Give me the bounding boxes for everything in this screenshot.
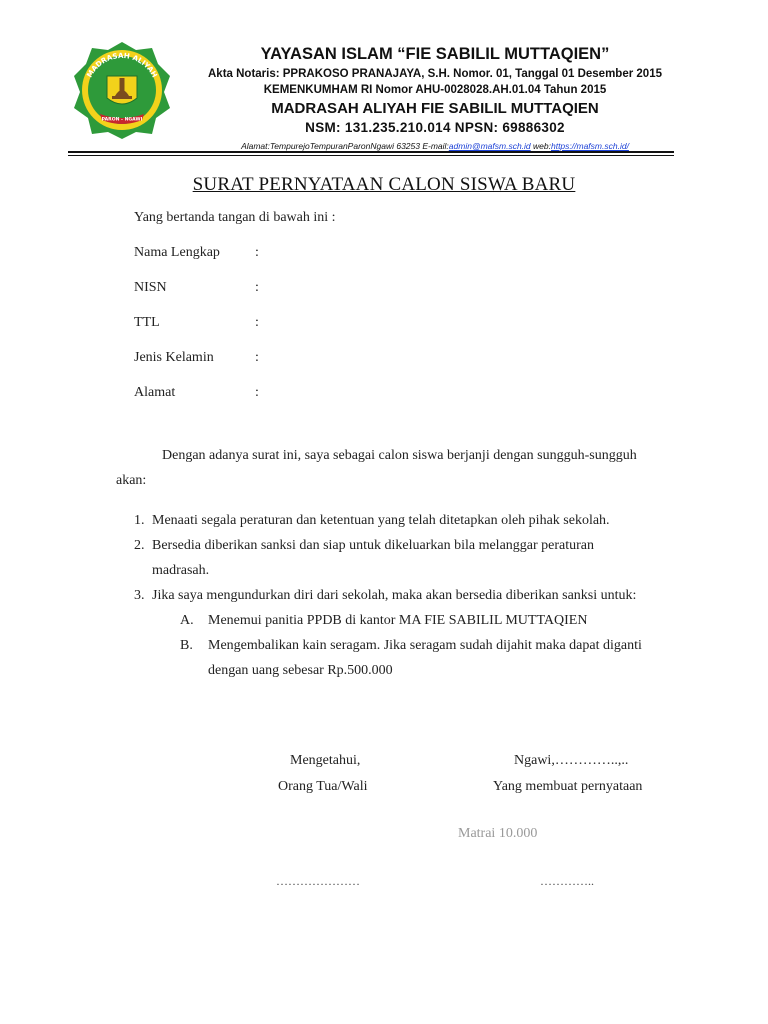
field-label-ttl: TTL xyxy=(134,315,160,330)
field-colon-ttl: : xyxy=(255,315,259,330)
website-link[interactable]: https://mafsm.sch.id/ xyxy=(550,141,629,151)
letterhead-rule-thick xyxy=(68,151,674,153)
intro-text: Yang bertanda tangan di bawah ini : xyxy=(134,210,336,225)
list-number-2: 2. xyxy=(134,538,145,553)
field-label-nisn: NISN xyxy=(134,280,167,295)
stamp-duty-placeholder: Matrai 10.000 xyxy=(458,826,538,841)
right-signature-place-date: Ngawi,…………..,.. xyxy=(514,753,629,768)
list-item-2-cont: madrasah. xyxy=(152,563,210,578)
list-item-1: Menaati segala peraturan dan ketentuan yang telah ditetapkan oleh pihak sekolah. xyxy=(152,513,610,528)
right-signature-role: Yang membuat pernyataan xyxy=(493,779,643,794)
list-number-1: 1. xyxy=(134,513,145,528)
foundation-name: YAYASAN ISLAM “FIE SABILIL MUTTAQIEN” xyxy=(260,45,610,63)
list-item-3: Jika saya mengundurkan diri dari sekolah, maka akan bersedia diberikan sanksi untuk: xyxy=(152,588,637,603)
field-colon-nama: : xyxy=(255,245,259,260)
sublist-item-b: Mengembalikan kain seragam. Jika seragam sudah dijahit maka dapat diganti xyxy=(208,638,642,653)
logo-text-top: MADRASAH ALIYAH xyxy=(84,50,160,80)
sublist-item-b-cont: dengan uang sebesar Rp.500.000 xyxy=(208,663,393,678)
email-link[interactable]: admin@mafsm.sch.id xyxy=(448,141,531,151)
sublist-letter-b: B. xyxy=(180,638,193,653)
school-logo xyxy=(72,40,172,140)
field-label-alamat: Alamat xyxy=(134,385,176,400)
school-ids: NSM: 131.235.210.014 NPSN: 69886302 xyxy=(305,120,565,135)
web-label: web: xyxy=(530,141,551,151)
sublist-item-a: Menemui panitia PPDB di kantor MA FIE SABILIL MUTTAQIEN xyxy=(208,613,588,628)
letterhead-rule-thin xyxy=(68,155,674,156)
field-label-jenis-kelamin: Jenis Kelamin xyxy=(134,350,214,365)
notary-deed: Akta Notaris: PPRAKOSO PRANAJAYA, S.H. Nomor. 01, Tanggal 01 Desember 2015 xyxy=(208,68,662,80)
address-text: Alamat:TempurejoTempuranParonNgawi 63253 E-mail: xyxy=(241,141,449,151)
right-signature-line: ………….. xyxy=(540,874,594,888)
field-colon-alamat: : xyxy=(255,385,259,400)
school-name: MADRASAH ALIYAH FIE SABILIL MUTTAQIEN xyxy=(271,100,599,117)
field-colon-jenis-kelamin: : xyxy=(255,350,259,365)
letterhead xyxy=(175,44,695,152)
left-signature-heading: Mengetahui, xyxy=(290,753,361,768)
field-colon-nisn: : xyxy=(255,280,259,295)
list-number-3: 3. xyxy=(134,588,145,603)
sublist-letter-a: A. xyxy=(180,613,194,628)
document-title: SURAT PERNYATAAN CALON SISWA BARU xyxy=(192,174,576,195)
left-signature-role: Orang Tua/Wali xyxy=(278,779,368,794)
statement-line-1: Dengan adanya surat ini, saya sebagai calon siswa berjanji dengan sungguh-sungguh xyxy=(162,448,637,463)
ministry-decree: KEMENKUMHAM RI Nomor AHU-0028028.AH.01.04 Tahun 2015 xyxy=(263,84,607,96)
left-signature-line: ………………… xyxy=(276,874,360,888)
logo-text-bottom: PARON - NGAWI xyxy=(101,117,143,123)
list-item-2: Bersedia diberikan sanksi dan siap untuk dikeluarkan bila melanggar peraturan xyxy=(152,538,595,553)
field-label-nama: Nama Lengkap xyxy=(134,245,220,260)
statement-line-2: akan: xyxy=(116,473,147,488)
